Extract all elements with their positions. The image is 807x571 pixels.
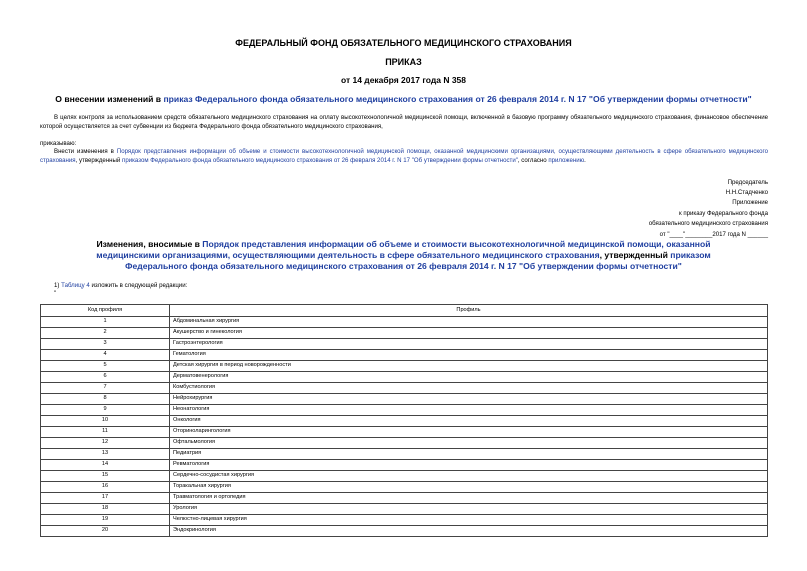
row-profile: Травматология и ортопедия bbox=[170, 493, 768, 504]
changes-procedure-link[interactable]: Порядок представления информации об объеме и стоимости высокотехнологичной медицинской помощи, оказанной медицинскими организациями, осуществляющими деятельность в сфере обязательного медицинского страхования bbox=[96, 239, 711, 260]
row-code: 2 bbox=[41, 328, 170, 339]
row-code: 12 bbox=[41, 438, 170, 449]
row-profile: Челюстно-лицевая хирургия bbox=[170, 515, 768, 526]
changes-mid: , утвержденный bbox=[599, 250, 671, 260]
table-row bbox=[41, 438, 768, 449]
date-number-heading: от 14 декабря 2017 года N 358 bbox=[340, 75, 467, 85]
row-profile: Ревматология bbox=[170, 460, 768, 471]
doc-type-heading: ПРИКАЗ bbox=[385, 57, 422, 67]
body-paragraph-order: приказываю: bbox=[40, 140, 77, 147]
appendix-to-order: к приказу Федерального фонда bbox=[678, 210, 768, 217]
header-profile: Профиль bbox=[170, 305, 768, 317]
table-row bbox=[41, 405, 768, 416]
row-profile: Дерматовенерология bbox=[170, 372, 768, 383]
row-profile: Нейрохирургия bbox=[170, 394, 768, 405]
intro-suffix: изложить в следующей редакции: bbox=[89, 282, 188, 289]
row-code: 20 bbox=[41, 526, 170, 537]
order-title-prefix: О внесении изменений в bbox=[55, 94, 164, 104]
table-row bbox=[41, 504, 768, 515]
row-profile: Урология bbox=[170, 504, 768, 515]
changes-order-link[interactable]: приказом Федерального фонда обязательного медицинского страхования от 26 февраля 2014 г. N 17 "Об утверждении формы отчетности" bbox=[125, 250, 711, 271]
row-code: 6 bbox=[41, 372, 170, 383]
appendix-link[interactable]: приложению bbox=[548, 156, 585, 164]
table-row bbox=[41, 493, 768, 504]
row-code: 9 bbox=[41, 405, 170, 416]
row-code: 3 bbox=[41, 339, 170, 350]
row-profile: Торакальная хирургия bbox=[170, 482, 768, 493]
table-row bbox=[41, 372, 768, 383]
changes-prefix: Изменения, вносимые в bbox=[96, 239, 203, 249]
table-row bbox=[41, 526, 768, 537]
row-code: 15 bbox=[41, 471, 170, 482]
row-profile: Гематология bbox=[170, 350, 768, 361]
table-intro bbox=[54, 282, 187, 289]
row-profile: Детская хирургия в период новорожденности bbox=[170, 361, 768, 372]
row-code: 5 bbox=[41, 361, 170, 372]
row-profile: Офтальмология bbox=[170, 438, 768, 449]
signature-name: Н.Н.Стадченко bbox=[725, 189, 768, 196]
table4-link[interactable]: Таблицу 4 bbox=[61, 282, 90, 289]
row-code: 14 bbox=[41, 460, 170, 471]
row-profile: Акушерство и гинекология bbox=[170, 328, 768, 339]
row-code: 16 bbox=[41, 482, 170, 493]
appendix-label: Приложение bbox=[732, 199, 768, 206]
row-code: 19 bbox=[41, 515, 170, 526]
table-row bbox=[41, 339, 768, 350]
row-profile: Комбустиология bbox=[170, 383, 768, 394]
table-row bbox=[41, 328, 768, 339]
order-title bbox=[0, 94, 807, 104]
row-code: 7 bbox=[41, 383, 170, 394]
table-row bbox=[41, 460, 768, 471]
row-profile: Оториноларингология bbox=[170, 427, 768, 438]
row-profile: Онкология bbox=[170, 416, 768, 427]
order-title-link[interactable]: приказ Федерального фонда обязательного медицинского страхования от 26 февраля 2014 г. N 17 "Об утверждении формы отчетности" bbox=[163, 94, 752, 104]
table-header-row bbox=[41, 305, 768, 317]
table-row bbox=[41, 383, 768, 394]
signature-position: Председатель bbox=[727, 179, 768, 186]
table-row bbox=[41, 317, 768, 328]
appendix-date-line: от "____"________2017 года N ______ bbox=[659, 231, 768, 238]
procedure-link[interactable]: Порядок представления информации об объеме и стоимости высокотехнологичной медицинской помощи, оказанной медицинскими организациями, осуществляющими деятельность в сфере обязательного медицинского страхования bbox=[40, 148, 768, 164]
table-row bbox=[41, 394, 768, 405]
table-row bbox=[41, 482, 768, 493]
p3-text-c: , согласно bbox=[517, 156, 549, 164]
table-row bbox=[41, 449, 768, 460]
table-row bbox=[41, 361, 768, 372]
row-code: 8 bbox=[41, 394, 170, 405]
p3-text-b: , утвержденный bbox=[75, 156, 123, 164]
row-profile: Педиатрия bbox=[170, 449, 768, 460]
table-row bbox=[41, 471, 768, 482]
body-paragraph-3 bbox=[40, 148, 768, 165]
row-code: 17 bbox=[41, 493, 170, 504]
body-paragraph-1: В целях контроля за использованием средств обязательного медицинского страхования на оплату высокотехнологичной медицинской помощи, включенной в базовую программу обязательного медицинского страхования, финансовое обеспечение которой осуществляется за счет субвенции из бюджета Федерального фонда обязательного медицинского страхования, bbox=[40, 114, 768, 130]
changes-heading bbox=[70, 239, 737, 272]
row-code: 13 bbox=[41, 449, 170, 460]
row-profile: Абдоминальная хирургия bbox=[170, 317, 768, 328]
row-code: 4 bbox=[41, 350, 170, 361]
quote-mark: " bbox=[54, 290, 57, 297]
table-row bbox=[41, 515, 768, 526]
profile-table bbox=[40, 304, 768, 537]
row-profile: Сердечно-сосудистая хирургия bbox=[170, 471, 768, 482]
table-row bbox=[41, 427, 768, 438]
row-code: 11 bbox=[41, 427, 170, 438]
p3-text-d: . bbox=[584, 156, 586, 164]
row-code: 18 bbox=[41, 504, 170, 515]
intro-prefix: 1) bbox=[54, 282, 62, 289]
org-heading: ФЕДЕРАЛЬНЫЙ ФОНД ОБЯЗАТЕЛЬНОГО МЕДИЦИНСКОГО СТРАХОВАНИЯ bbox=[235, 38, 572, 48]
header-code: Код профиля bbox=[41, 305, 170, 317]
row-profile: Гастроэнтерология bbox=[170, 339, 768, 350]
row-profile: Неонатология bbox=[170, 405, 768, 416]
table-row bbox=[41, 350, 768, 361]
appendix-fund: обязательного медицинского страхования bbox=[648, 220, 768, 227]
row-code: 1 bbox=[41, 317, 170, 328]
table-row bbox=[41, 416, 768, 427]
p3-text-a: Внести изменения в bbox=[54, 148, 117, 155]
row-code: 10 bbox=[41, 416, 170, 427]
order-link[interactable]: приказом Федерального фонда обязательного медицинского страхования от 26 февраля 2014 г. N 17 "Об утверждении формы отчетности" bbox=[122, 156, 518, 164]
row-profile: Эндокринология bbox=[170, 526, 768, 537]
